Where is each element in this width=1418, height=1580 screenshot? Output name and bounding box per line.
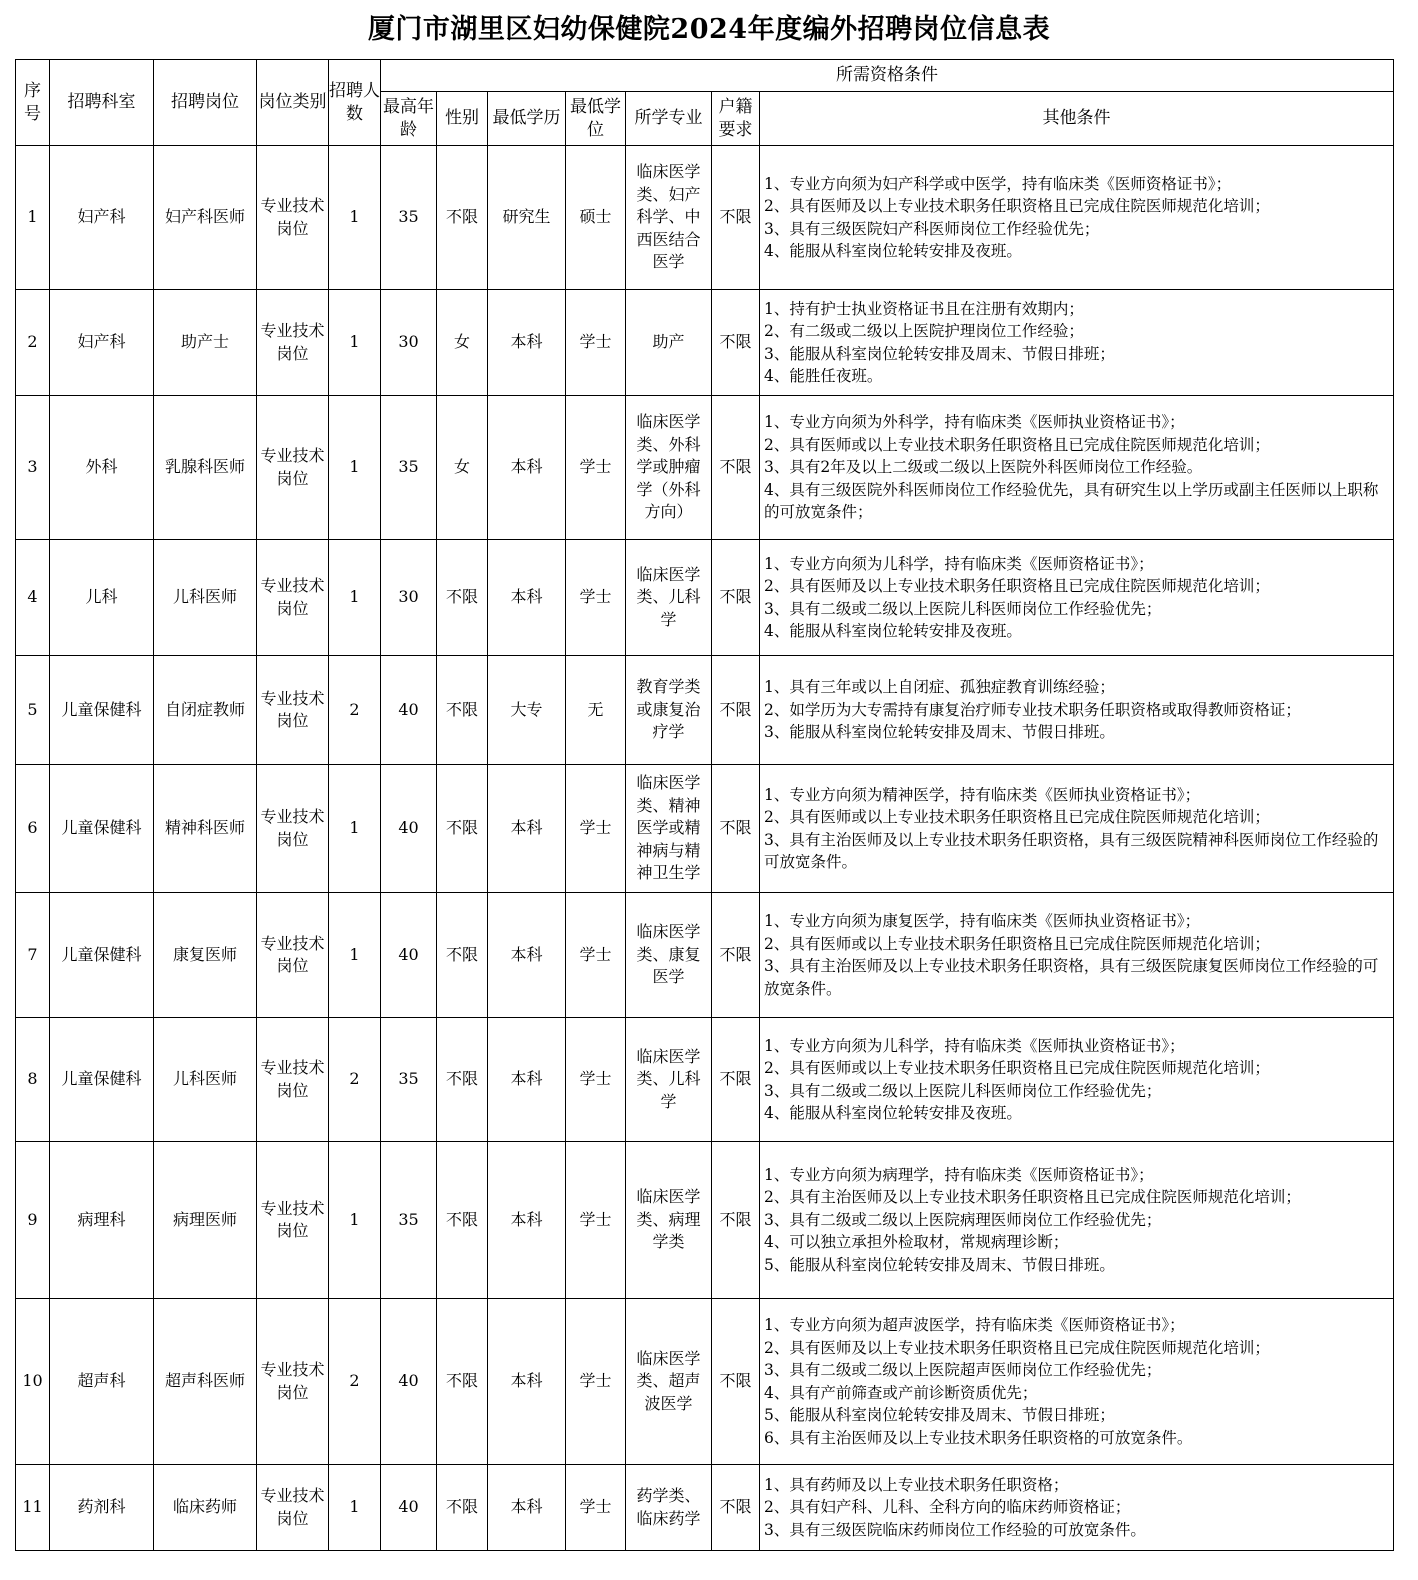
- cell-major: 临床医学类、超声波医学: [626, 1299, 712, 1465]
- condition-line: 1、专业方向须为儿科学，持有临床类《医师资格证书》；: [764, 554, 1154, 573]
- condition-line: 1、具有药师及以上专业技术职务任职资格；: [764, 1475, 1069, 1494]
- cell-gender: 女: [437, 290, 488, 396]
- recruitment-table: [15, 59, 1394, 1551]
- cell-seq: 5: [16, 656, 50, 765]
- table-row: [16, 656, 1394, 765]
- header-age: 最高年龄: [381, 92, 437, 146]
- cell-category: 专业技术岗位: [257, 396, 329, 540]
- cell-other-conditions: [760, 893, 1394, 1018]
- cell-dept: 儿童保健科: [50, 765, 154, 893]
- cell-hukou: 不限: [712, 893, 760, 1018]
- cell-gender: 女: [437, 396, 488, 540]
- cell-age: 35: [381, 146, 437, 290]
- cell-age: 30: [381, 290, 437, 396]
- table-row: [16, 540, 1394, 656]
- condition-line: 3、具有二级或二级以上医院儿科医师岗位工作经验优先；: [764, 599, 1162, 618]
- cell-category: 专业技术岗位: [257, 765, 329, 893]
- cell-degree: 无: [566, 656, 626, 765]
- cell-education: 本科: [488, 765, 566, 893]
- condition-line: 4、能服从科室岗位轮转安排及夜班。: [764, 622, 1022, 640]
- cell-age: 40: [381, 893, 437, 1018]
- header-degree: 最低学位: [566, 92, 626, 146]
- cell-hukou: 不限: [712, 1465, 760, 1551]
- condition-line: 2、具有医师或以上专业技术职务任职资格且已完成住院医师规范化培训；: [764, 435, 1270, 454]
- header-category: 岗位类别: [257, 60, 329, 146]
- cell-education: 本科: [488, 290, 566, 396]
- header-other: 其他条件: [760, 92, 1394, 146]
- condition-line: 2、有二级或二级以上医院护理岗位工作经验；: [764, 322, 1084, 340]
- header-gender: 性别: [437, 92, 488, 146]
- condition-line: 4、能服从科室岗位轮转安排及夜班。: [764, 1104, 1022, 1122]
- cell-degree: 学士: [566, 1018, 626, 1142]
- cell-hukou: 不限: [712, 396, 760, 540]
- condition-line: 1、专业方向须为病理学，持有临床类《医师资格证书》；: [764, 1165, 1154, 1184]
- cell-education: 本科: [488, 396, 566, 540]
- cell-gender: 不限: [437, 146, 488, 290]
- header-post: 招聘岗位: [154, 60, 257, 146]
- cell-other-conditions: [760, 146, 1394, 290]
- cell-count: 2: [329, 1018, 381, 1142]
- table-row: [16, 1018, 1394, 1142]
- cell-gender: 不限: [437, 1299, 488, 1465]
- condition-line: 4、具有产前筛查或产前诊断资质优先；: [764, 1383, 1038, 1402]
- cell-dept: 超声科: [50, 1299, 154, 1465]
- cell-major: 助产: [626, 290, 712, 396]
- cell-other-conditions: [760, 1018, 1394, 1142]
- condition-line: 3、具有三级医院妇产科医师岗位工作经验优先；: [764, 219, 1100, 238]
- cell-other-conditions: [760, 656, 1394, 765]
- table-row: [16, 1465, 1394, 1551]
- cell-degree: 学士: [566, 290, 626, 396]
- cell-seq: 6: [16, 765, 50, 893]
- cell-post: 儿科医师: [154, 1018, 257, 1142]
- condition-line: 3、具有主治医师及以上专业技术职务任职资格，具有三级医院康复医师岗位工作经验的可放宽条件。: [764, 957, 1379, 998]
- cell-other-conditions: [760, 765, 1394, 893]
- cell-other-conditions: [760, 1299, 1394, 1465]
- cell-count: 1: [329, 1465, 381, 1551]
- cell-major: 教育学类或康复治疗学: [626, 656, 712, 765]
- cell-hukou: 不限: [712, 290, 760, 396]
- condition-line: 5、能服从科室岗位轮转安排及周末、节假日排班；: [764, 1406, 1115, 1424]
- table-row: [16, 396, 1394, 540]
- condition-line: 2、如学历为大专需持有康复治疗师专业技术职务任职资格或取得教师资格证；: [764, 700, 1301, 719]
- table-row: [16, 893, 1394, 1018]
- header-hukou: 户籍要求: [712, 92, 760, 146]
- cell-other-conditions: [760, 396, 1394, 540]
- cell-age: 40: [381, 656, 437, 765]
- cell-count: 2: [329, 1299, 381, 1465]
- cell-seq: 8: [16, 1018, 50, 1142]
- condition-line: 4、能服从科室岗位轮转安排及夜班。: [764, 242, 1022, 260]
- condition-line: 2、具有医师或以上专业技术职务任职资格且已完成住院医师规范化培训；: [764, 808, 1270, 826]
- cell-degree: 学士: [566, 1465, 626, 1551]
- cell-major: 临床医学类、儿科学: [626, 540, 712, 656]
- condition-line: 3、具有二级或二级以上医院病理医师岗位工作经验优先；: [764, 1210, 1162, 1229]
- cell-degree: 学士: [566, 893, 626, 1018]
- condition-line: 3、具有二级或二级以上医院超声医师岗位工作经验优先；: [764, 1361, 1162, 1379]
- cell-count: 1: [329, 1142, 381, 1299]
- cell-other-conditions: [760, 1142, 1394, 1299]
- condition-line: 1、专业方向须为康复医学，持有临床类《医师执业资格证书》；: [764, 912, 1201, 930]
- cell-count: 1: [329, 765, 381, 893]
- cell-major: 临床医学类、儿科学: [626, 1018, 712, 1142]
- cell-seq: 9: [16, 1142, 50, 1299]
- condition-line: 4、具有三级医院外科医师岗位工作经验优先，具有研究生以上学历或副主任医师以上职称的可放宽条件；: [764, 480, 1379, 522]
- cell-category: 专业技术岗位: [257, 1299, 329, 1465]
- header-seq: 序号: [16, 60, 50, 146]
- cell-age: 40: [381, 1299, 437, 1465]
- cell-post: 妇产科医师: [154, 146, 257, 290]
- cell-gender: 不限: [437, 540, 488, 656]
- cell-education: 大专: [488, 656, 566, 765]
- cell-other-conditions: [760, 540, 1394, 656]
- condition-line: 1、专业方向须为儿科学，持有临床类《医师执业资格证书》；: [764, 1036, 1185, 1055]
- cell-major: 药学类、临床药学: [626, 1465, 712, 1551]
- cell-gender: 不限: [437, 1465, 488, 1551]
- cell-age: 30: [381, 540, 437, 656]
- cell-gender: 不限: [437, 765, 488, 893]
- cell-post: 儿科医师: [154, 540, 257, 656]
- cell-degree: 学士: [566, 396, 626, 540]
- condition-line: 2、具有医师或以上专业技术职务任职资格且已完成住院医师规范化培训；: [764, 1059, 1270, 1077]
- condition-line: 3、具有主治医师及以上专业技术职务任职资格，具有三级医院精神科医师岗位工作经验的可放宽条件。: [764, 830, 1379, 871]
- cell-dept: 妇产科: [50, 146, 154, 290]
- cell-education: 本科: [488, 893, 566, 1018]
- condition-line: 2、具有主治医师及以上专业技术职务任职资格且已完成住院医师规范化培训；: [764, 1188, 1301, 1207]
- condition-line: 4、可以独立承担外检取材，常规病理诊断；: [764, 1233, 1069, 1252]
- cell-count: 2: [329, 656, 381, 765]
- cell-seq: 11: [16, 1465, 50, 1551]
- condition-line: 2、具有医师或以上专业技术职务任职资格且已完成住院医师规范化培训；: [764, 934, 1270, 953]
- cell-post: 病理医师: [154, 1142, 257, 1299]
- condition-line: 1、专业方向须为外科学，持有临床类《医师执业资格证书》；: [764, 413, 1185, 432]
- cell-category: 专业技术岗位: [257, 1018, 329, 1142]
- cell-post: 临床药师: [154, 1465, 257, 1551]
- page-title: 厦门市湖里区妇幼保健院2024年度编外招聘岗位信息表: [367, 14, 1051, 45]
- cell-hukou: 不限: [712, 1142, 760, 1299]
- cell-dept: 外科: [50, 396, 154, 540]
- cell-gender: 不限: [437, 893, 488, 1018]
- cell-category: 专业技术岗位: [257, 146, 329, 290]
- cell-education: 本科: [488, 1018, 566, 1142]
- cell-dept: 儿童保健科: [50, 656, 154, 765]
- cell-degree: 学士: [566, 1299, 626, 1465]
- cell-count: 1: [329, 146, 381, 290]
- cell-degree: 硕士: [566, 146, 626, 290]
- condition-line: 3、能服从科室岗位轮转安排及周末、节假日排班。: [764, 723, 1115, 742]
- cell-category: 专业技术岗位: [257, 290, 329, 396]
- cell-count: 1: [329, 396, 381, 540]
- cell-category: 专业技术岗位: [257, 893, 329, 1018]
- cell-hukou: 不限: [712, 765, 760, 893]
- cell-education: 研究生: [488, 146, 566, 290]
- table-row: [16, 1299, 1394, 1465]
- table-row: [16, 290, 1394, 396]
- table-row: [16, 146, 1394, 290]
- header-count: 招聘人数: [329, 60, 381, 146]
- condition-line: 2、具有医师及以上专业技术职务任职资格且已完成住院医师规范化培训；: [764, 197, 1270, 215]
- cell-dept: 儿童保健科: [50, 1018, 154, 1142]
- condition-line: 1、具有三年或以上自闭症、孤独症教育训练经验；: [764, 678, 1115, 697]
- table-row: [16, 1142, 1394, 1299]
- condition-line: 3、能服从科室岗位轮转安排及周末、节假日排班；: [764, 344, 1115, 363]
- cell-post: 康复医师: [154, 893, 257, 1018]
- cell-count: 1: [329, 540, 381, 656]
- cell-degree: 学士: [566, 765, 626, 893]
- cell-major: 临床医学类、病理学类: [626, 1142, 712, 1299]
- cell-category: 专业技术岗位: [257, 540, 329, 656]
- cell-post: 乳腺科医师: [154, 396, 257, 540]
- condition-line: 6、具有主治医师及以上专业技术职务任职资格的可放宽条件。: [764, 1428, 1193, 1447]
- cell-dept: 儿科: [50, 540, 154, 656]
- cell-category: 专业技术岗位: [257, 1142, 329, 1299]
- condition-line: 2、具有妇产科、儿科、全科方向的临床药师资格证；: [764, 1498, 1131, 1517]
- condition-line: 3、具有二级或二级以上医院儿科医师岗位工作经验优先；: [764, 1081, 1162, 1100]
- cell-post: 自闭症教师: [154, 656, 257, 765]
- condition-line: 3、具有三级医院临床药师岗位工作经验的可放宽条件。: [764, 1520, 1146, 1539]
- cell-seq: 10: [16, 1299, 50, 1465]
- header-major: 所学专业: [626, 92, 712, 146]
- cell-education: 本科: [488, 1142, 566, 1299]
- cell-other-conditions: [760, 1465, 1394, 1551]
- cell-seq: 4: [16, 540, 50, 656]
- condition-line: 3、具有2年及以上二级或二级以上医院外科医师岗位工作经验。: [764, 458, 1203, 477]
- cell-seq: 3: [16, 396, 50, 540]
- cell-dept: 妇产科: [50, 290, 154, 396]
- cell-major: 临床医学类、精神医学或精神病与精神卫生学: [626, 765, 712, 893]
- cell-education: 本科: [488, 1465, 566, 1551]
- cell-gender: 不限: [437, 656, 488, 765]
- cell-seq: 7: [16, 893, 50, 1018]
- cell-major: 临床医学类、康复医学: [626, 893, 712, 1018]
- table-body: [16, 146, 1394, 1551]
- cell-other-conditions: [760, 290, 1394, 396]
- cell-major: 临床医学类、外科学或肿瘤学（外科方向）: [626, 396, 712, 540]
- condition-line: 1、持有护士执业资格证书且在注册有效期内；: [764, 299, 1084, 318]
- condition-line: 5、能服从科室岗位轮转安排及周末、节假日排班。: [764, 1255, 1115, 1274]
- table-header: [16, 60, 1394, 146]
- condition-line: 2、具有医师及以上专业技术职务任职资格且已完成住院医师规范化培训；: [764, 1338, 1270, 1357]
- cell-hukou: 不限: [712, 656, 760, 765]
- cell-dept: 药剂科: [50, 1465, 154, 1551]
- cell-count: 1: [329, 893, 381, 1018]
- cell-dept: 儿童保健科: [50, 893, 154, 1018]
- condition-line: 4、能胜任夜班。: [764, 367, 883, 385]
- table-row: [16, 765, 1394, 893]
- cell-category: 专业技术岗位: [257, 656, 329, 765]
- cell-age: 40: [381, 765, 437, 893]
- cell-gender: 不限: [437, 1018, 488, 1142]
- cell-degree: 学士: [566, 540, 626, 656]
- cell-hukou: 不限: [712, 146, 760, 290]
- cell-education: 本科: [488, 1299, 566, 1465]
- cell-hukou: 不限: [712, 1299, 760, 1465]
- cell-post: 助产士: [154, 290, 257, 396]
- cell-post: 超声科医师: [154, 1299, 257, 1465]
- cell-seq: 1: [16, 146, 50, 290]
- condition-line: 1、专业方向须为精神医学，持有临床类《医师执业资格证书》；: [764, 785, 1201, 804]
- cell-age: 35: [381, 396, 437, 540]
- header-dept: 招聘科室: [50, 60, 154, 146]
- condition-line: 1、专业方向须为超声波医学，持有临床类《医师资格证书》；: [764, 1316, 1185, 1334]
- condition-line: 1、专业方向须为妇产科学或中医学，持有临床类《医师资格证书》；: [764, 174, 1232, 193]
- cell-degree: 学士: [566, 1142, 626, 1299]
- header-qualifications: 所需资格条件: [381, 60, 1394, 92]
- cell-post: 精神科医师: [154, 765, 257, 893]
- cell-gender: 不限: [437, 1142, 488, 1299]
- cell-hukou: 不限: [712, 540, 760, 656]
- cell-major: 临床医学类、妇产科学、中西医结合医学: [626, 146, 712, 290]
- cell-dept: 病理科: [50, 1142, 154, 1299]
- cell-seq: 2: [16, 290, 50, 396]
- cell-category: 专业技术岗位: [257, 1465, 329, 1551]
- cell-age: 35: [381, 1142, 437, 1299]
- cell-education: 本科: [488, 540, 566, 656]
- condition-line: 2、具有医师及以上专业技术职务任职资格且已完成住院医师规范化培训；: [764, 577, 1270, 595]
- cell-hukou: 不限: [712, 1018, 760, 1142]
- cell-age: 35: [381, 1018, 437, 1142]
- cell-age: 40: [381, 1465, 437, 1551]
- cell-count: 1: [329, 290, 381, 396]
- header-education: 最低学历: [488, 92, 566, 146]
